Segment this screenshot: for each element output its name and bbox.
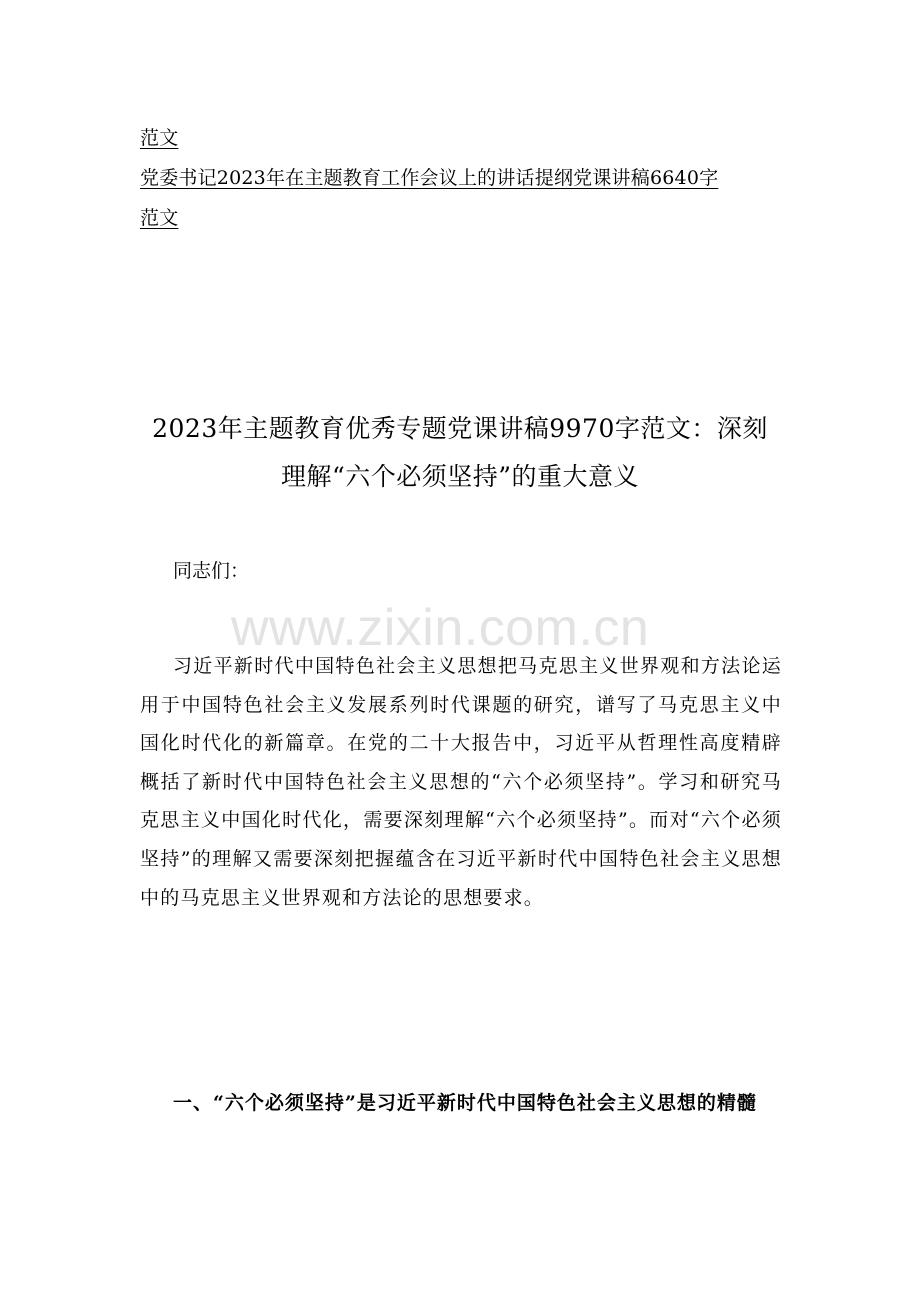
watermark: www.zixin.com.cn [231, 599, 650, 657]
section-heading: 一、“六个必须坚持”是习近平新时代中国特色社会主义思想的精髓 [173, 1092, 757, 1114]
salutation: 同志们： [173, 560, 250, 582]
body-paragraph: 习近平新时代中国特色社会主义思想把马克思主义世界观和方法论运用于中国特色社会主义发展系列时代课题的研究，谱写了马克思主义中国化时代化的新篇章。在党的二十大报告中，习近平从哲理性高度精辟概括了新时代中国特色社会主义思想的“六个必须坚持”。学习和研究马克思主义中国化时代化，需要深刻理解“六个必须坚持”。而对“六个必须坚持”的理解又需要深刻把握蕴含在习近平新时代中国特色社会主义思想中的马克思主义世界观和方法论的思想要求。 [140, 655, 782, 909]
related-documents [140, 118, 785, 238]
related-doc-link[interactable]: 范文 [140, 207, 179, 229]
related-doc-link[interactable]: 党委书记2023年在主题教育工作会议上的讲话提纲党课讲稿6640字 [140, 167, 719, 189]
related-doc-link[interactable]: 范文 [140, 127, 179, 149]
document-title: 2023年主题教育优秀专题党课讲稿9970字范文：深刻理解“六个必须坚持”的重大意义 [152, 414, 768, 491]
